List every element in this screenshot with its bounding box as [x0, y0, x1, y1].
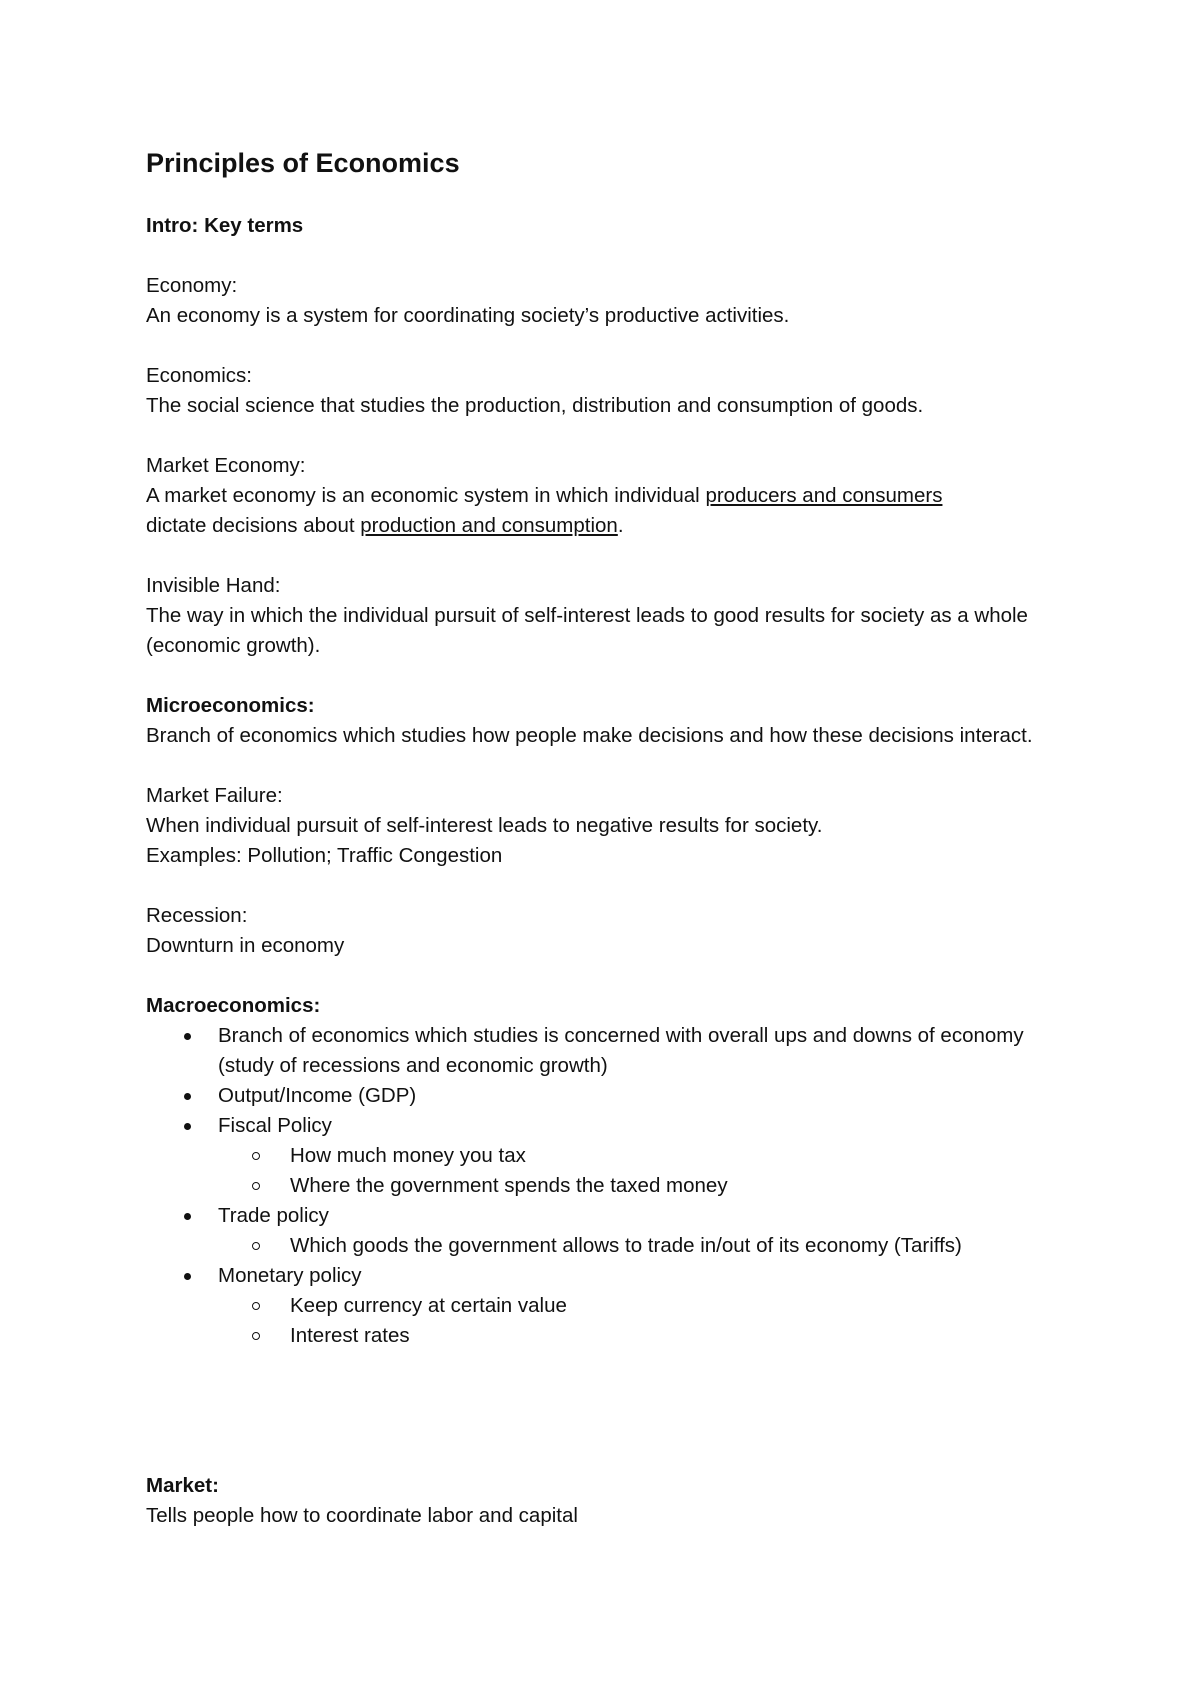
list-item	[146, 1081, 1076, 1111]
blank-space	[146, 1351, 1076, 1471]
list-item	[146, 1021, 1076, 1081]
bullet-circle-icon	[252, 1302, 260, 1310]
term-economy	[146, 271, 1076, 331]
sub-list-item-text: Which goods the government allows to trade in/out of its economy (Tariffs)	[290, 1234, 962, 1257]
term-label: Recession:	[146, 904, 248, 927]
sub-list-item	[218, 1171, 1076, 1201]
term-definition: When individual pursuit of self-interest leads to negative results for society.	[146, 814, 823, 837]
sub-list-item	[218, 1231, 1076, 1261]
list-item-text: Branch of economics which studies is concerned with overall ups and downs of economy (study of recessions and economic growth)	[218, 1024, 1024, 1077]
sub-list-item	[218, 1141, 1076, 1171]
term-definition: The way in which the individual pursuit of self-interest leads to good results for society as a whole (economic growth).	[146, 604, 1028, 657]
bullet-dot-icon	[184, 1273, 191, 1280]
list-item-text: Output/Income (GDP)	[218, 1084, 417, 1107]
bullet-circle-icon	[252, 1152, 260, 1160]
term-market	[146, 1471, 1076, 1531]
sub-list	[218, 1291, 1076, 1351]
sub-list	[218, 1231, 1076, 1261]
bullet-dot-icon	[184, 1123, 191, 1130]
sub-list-item	[218, 1291, 1076, 1321]
list-item	[146, 1261, 1076, 1351]
term-definition: Tells people how to coordinate labor and capital	[146, 1504, 578, 1527]
term-macroeconomics	[146, 991, 1076, 1351]
term-label: Invisible Hand:	[146, 574, 281, 597]
term-label: Market:	[146, 1474, 219, 1497]
term-economics	[146, 361, 1076, 421]
term-label: Economics:	[146, 364, 252, 387]
term-definition: Downturn in economy	[146, 934, 345, 957]
term-label: Macroeconomics:	[146, 994, 321, 1017]
list-item	[146, 1201, 1076, 1261]
term-market-failure	[146, 781, 1076, 871]
term-examples: Examples: Pollution; Traffic Congestion	[146, 844, 503, 867]
list-item-text: Fiscal Policy	[218, 1114, 332, 1137]
term-microeconomics	[146, 691, 1076, 751]
list-item-text: Trade policy	[218, 1204, 329, 1227]
definition-part: A market economy is an economic system in which individual	[146, 484, 706, 507]
definition-part: .	[617, 514, 624, 537]
term-definition	[146, 481, 1076, 541]
sub-list-item-text: Where the government spends the taxed money	[290, 1174, 728, 1197]
list-item	[146, 1111, 1076, 1201]
term-label: Microeconomics:	[146, 694, 315, 717]
document-page	[146, 145, 1076, 1561]
bullet-list	[146, 1021, 1076, 1351]
term-label: Market Failure:	[146, 784, 283, 807]
list-item-text: Monetary policy	[218, 1264, 362, 1287]
term-label: Market Economy:	[146, 454, 306, 477]
term-definition: The social science that studies the production, distribution and consumption of goods.	[146, 394, 924, 417]
bullet-circle-icon	[252, 1182, 260, 1190]
term-market-economy	[146, 451, 1076, 541]
bullet-circle-icon	[252, 1242, 260, 1250]
bullet-dot-icon	[184, 1033, 191, 1040]
term-invisible-hand	[146, 571, 1076, 661]
sub-list-item-text: Keep currency at certain value	[290, 1294, 567, 1317]
sub-list-item	[218, 1321, 1076, 1351]
sub-list	[218, 1141, 1076, 1201]
page-title: Principles of Economics	[146, 148, 460, 178]
term-recession	[146, 901, 1076, 961]
bullet-circle-icon	[252, 1332, 260, 1340]
sub-list-item-text: Interest rates	[290, 1324, 410, 1347]
bullet-dot-icon	[184, 1213, 191, 1220]
definition-part: dictate decisions about	[146, 514, 361, 537]
term-definition: Branch of economics which studies how people make decisions and how these decisions interact.	[146, 724, 1033, 747]
bullet-dot-icon	[184, 1093, 191, 1100]
term-label: Economy:	[146, 274, 238, 297]
term-definition: An economy is a system for coordinating society’s productive activities.	[146, 304, 790, 327]
section-subheading: Intro: Key terms	[146, 214, 304, 237]
underlined-phrase: production and consumption	[360, 514, 618, 537]
sub-list-item-text: How much money you tax	[290, 1144, 526, 1167]
underlined-phrase: producers and consumers	[705, 484, 943, 507]
